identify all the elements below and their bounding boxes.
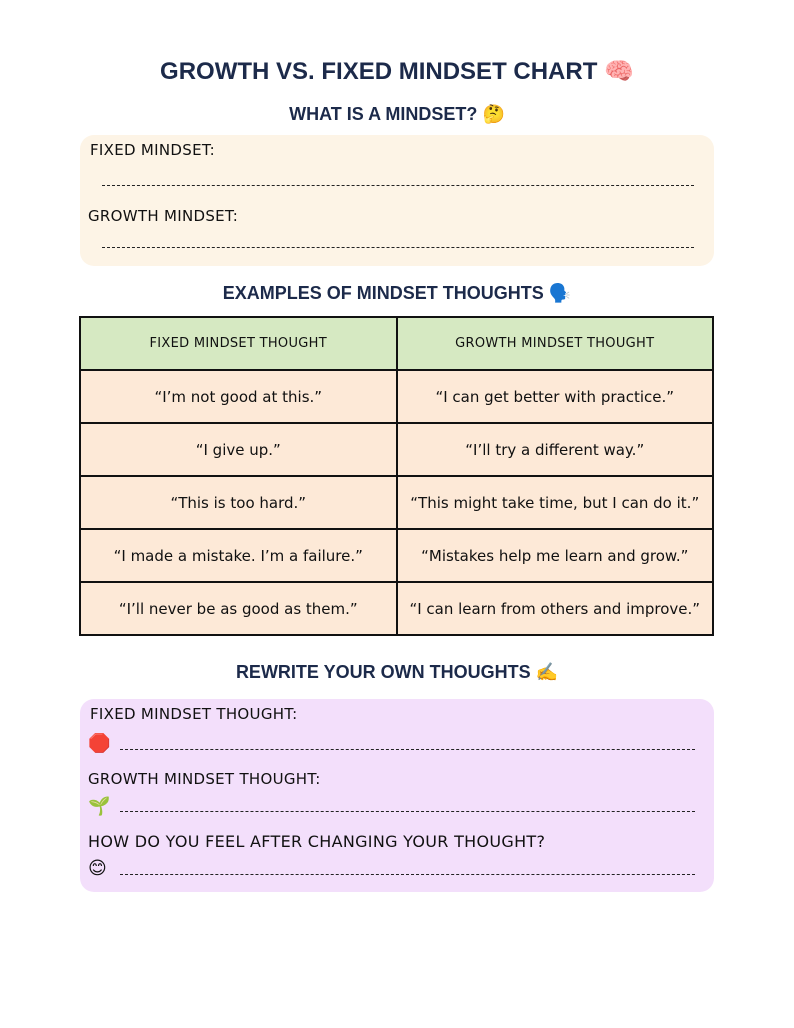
table-header-fixed: FIXED MINDSET THOUGHT [80,317,397,370]
table-row [80,423,713,476]
brain-icon: 🧠 [604,57,634,85]
rewrite-box [80,699,714,892]
fixed-mindset-label: FIXED MINDSET: [90,141,216,159]
examples-heading [0,283,794,304]
growth-thought-cell: “I can get better with practice.” [397,370,714,423]
fixed-thought-cell: “I made a mistake. I’m a failure.” [80,529,397,582]
growth-thought-cell: “I can learn from others and improve.” [397,582,714,635]
feel-question-label: HOW DO YOU FEEL AFTER CHANGING YOUR THOUGHT? [88,832,546,851]
feel-answer-line[interactable] [120,874,695,875]
growth-thought-cell: “This might take time, but I can do it.” [397,476,714,529]
mindset-thoughts-table [79,316,714,636]
examples-heading-text: EXAMPLES OF MINDSET THOUGHTS [222,283,544,303]
fixed-thought-cell: “I’ll never be as good as them.” [80,582,397,635]
table-row [80,529,713,582]
growth-thought-label: GROWTH MINDSET THOUGHT: [88,770,321,788]
table-row [80,582,713,635]
fixed-thought-answer-line[interactable] [120,749,695,750]
speaking-head-icon: 🗣️ [548,283,572,304]
table-row [80,476,713,529]
smiling-face-icon: 😊 [88,858,107,879]
fixed-mindset-answer-line[interactable] [102,185,694,186]
table-header-row [80,317,713,370]
rewrite-heading-text: REWRITE YOUR OWN THOUGHTS [235,662,531,682]
fixed-thought-cell: “This is too hard.” [80,476,397,529]
growth-thought-cell: “I’ll try a different way.” [397,423,714,476]
fixed-thought-cell: “I give up.” [80,423,397,476]
mindset-heading [0,104,794,125]
stop-sign-icon: 🛑 [88,733,111,754]
table-row [80,370,713,423]
thinking-face-icon: 🤔 [482,104,505,125]
writing-hand-icon: ✍️ [535,662,559,683]
growth-mindset-label: GROWTH MINDSET: [88,207,239,225]
table-header-growth: GROWTH MINDSET THOUGHT [397,317,714,370]
page-title [0,57,794,86]
fixed-thought-cell: “I’m not good at this.” [80,370,397,423]
rewrite-heading [0,662,794,683]
seedling-icon: 🌱 [88,796,111,817]
growth-mindset-answer-line[interactable] [102,247,694,248]
growth-thought-cell: “Mistakes help me learn and grow.” [397,529,714,582]
fixed-thought-label: FIXED MINDSET THOUGHT: [90,705,298,723]
definition-box [80,135,714,266]
mindset-heading-text: WHAT IS A MINDSET? [289,104,478,124]
growth-thought-answer-line[interactable] [120,811,695,812]
title-text: GROWTH VS. FIXED MINDSET CHART [160,58,598,85]
